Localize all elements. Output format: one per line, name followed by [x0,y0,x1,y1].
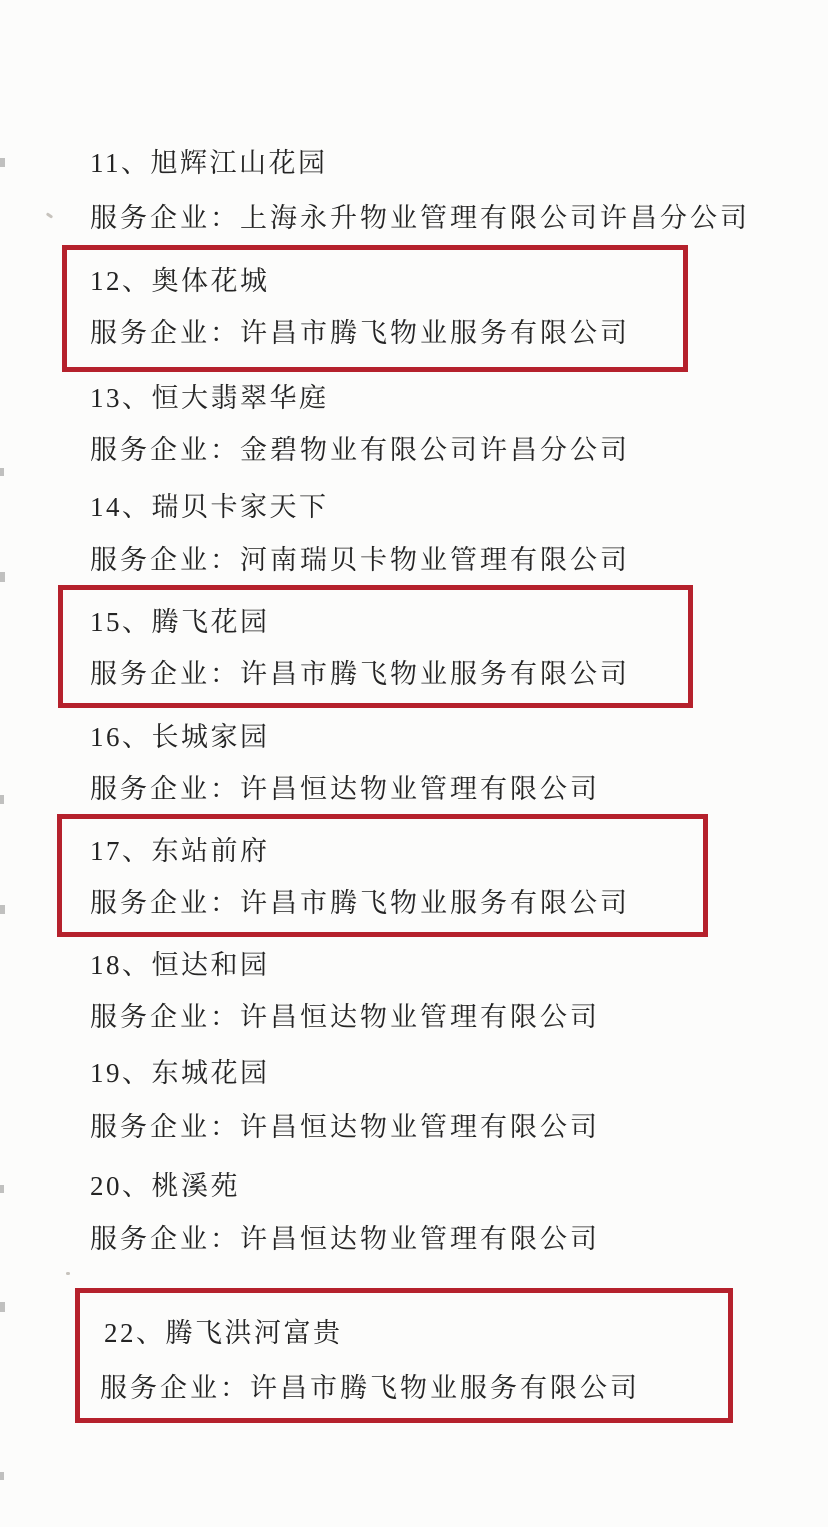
entry-18-title: 18、恒达和园 [90,950,270,980]
entry-11-title: 11、旭辉江山花园 [90,148,328,178]
entry-13-title: 13、恒大翡翠华庭 [90,383,329,413]
highlight-box-item-15 [58,585,693,708]
scan-artifact [0,468,4,476]
scan-artifact [66,1272,70,1275]
entry-18-service: 服务企业：许昌恒达物业管理有限公司 [90,1002,600,1032]
scan-artifact [0,1185,4,1193]
entry-15-title: 15、腾飞花园 [90,607,270,637]
entry-12-service: 服务企业：许昌市腾飞物业服务有限公司 [90,318,630,348]
entry-16-service: 服务企业：许昌恒达物业管理有限公司 [90,774,600,804]
entry-11-service: 服务企业：上海永升物业管理有限公司许昌分公司 [90,203,750,233]
scan-artifact [0,795,4,804]
highlight-box-item-17 [57,814,708,937]
scan-artifact [0,158,5,167]
entry-14-service: 服务企业：河南瑞贝卡物业管理有限公司 [90,545,630,575]
entry-15-service: 服务企业：许昌市腾飞物业服务有限公司 [90,659,630,689]
scan-artifact [0,1472,4,1480]
entry-16-title: 16、长城家园 [90,722,270,752]
entry-19-title: 19、东城花园 [90,1058,270,1088]
entry-13-service: 服务企业：金碧物业有限公司许昌分公司 [90,435,630,465]
entry-14-title: 14、瑞贝卡家天下 [90,492,329,522]
scan-artifact [46,212,53,218]
entry-20-service: 服务企业：许昌恒达物业管理有限公司 [90,1224,600,1254]
entry-22-service: 服务企业：许昌市腾飞物业服务有限公司 [100,1373,640,1403]
entry-17-service: 服务企业：许昌市腾飞物业服务有限公司 [90,888,630,918]
highlight-box-item-12 [62,245,688,372]
scan-artifact [0,572,5,582]
entry-19-service: 服务企业：许昌恒达物业管理有限公司 [90,1112,600,1142]
entry-22-title: 22、腾飞洪河富贵 [104,1318,343,1348]
entry-20-title: 20、桃溪苑 [90,1171,240,1201]
entry-12-title: 12、奥体花城 [90,266,270,296]
entry-17-title: 17、东站前府 [90,836,270,866]
scan-artifact [0,905,5,914]
scan-artifact [0,1302,5,1312]
